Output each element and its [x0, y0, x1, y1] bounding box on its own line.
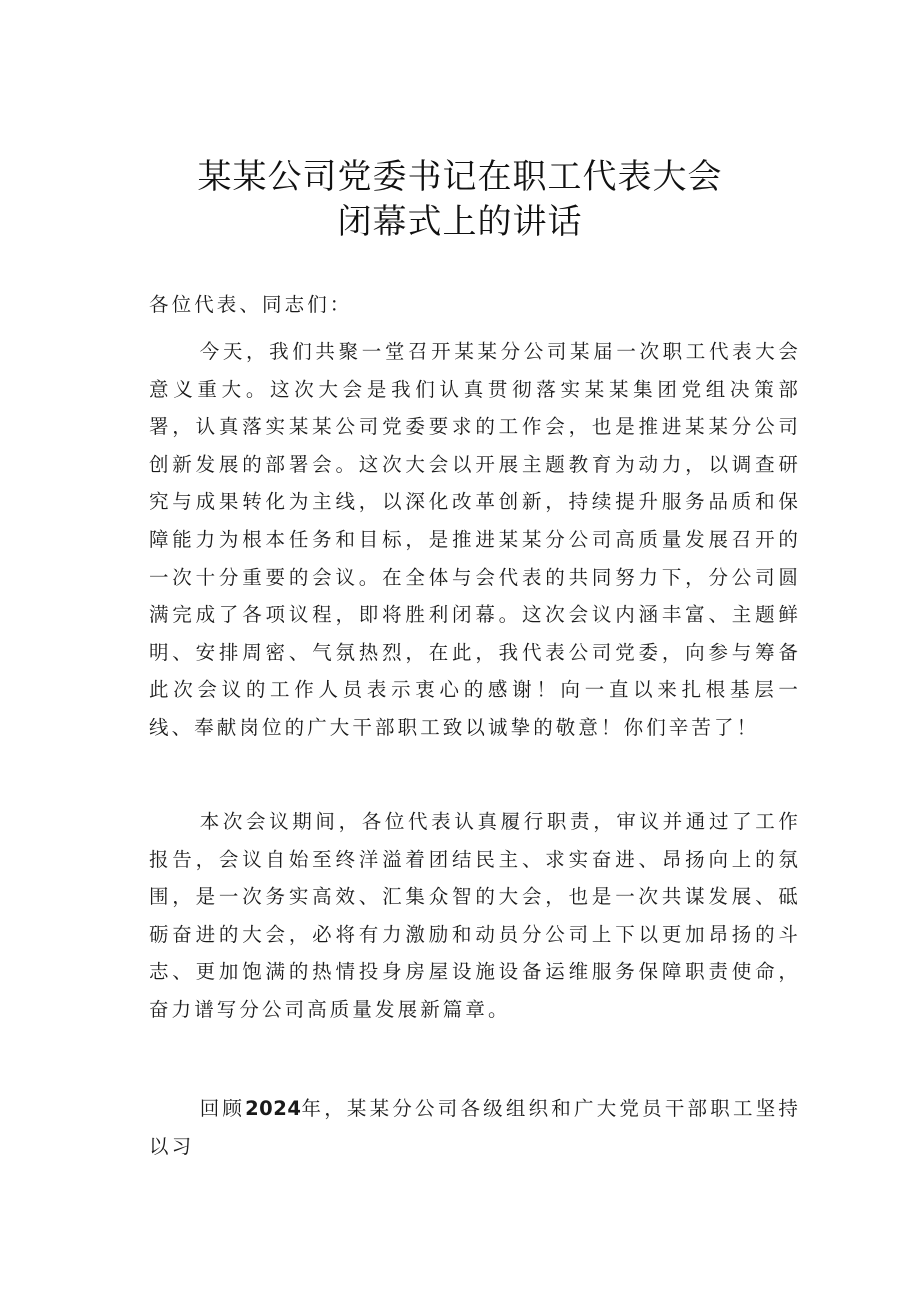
- document-title-line-2: 闭幕式上的讲话: [337, 202, 583, 242]
- paragraph-1: 今天，我们共聚一堂召开某某分公司某届一次职工代表大会意义重大。这次大会是我们认真贯彻落实某某集团党组决策部署，认真落实某某公司党委要求的工作会，也是推进某某分公司创新发展的部署会。这次大会以开展主题教育为动力，以调查研究与成果转化为主线，以深化改革创新，持续提升服务品质和保障能力为根本任务和目标，是推进某某分公司高质量发展召开的一次十分重要的会议。在全体与会代表的共同努力下，分公司圆满完成了各项议程，即将胜利闭幕。这次会议内涵丰富、主题鲜明、安排周密、气氛热烈，在此，我代表公司党委，向参与筹备此次会议的工作人员表示衷心的感谢！向一直以来扎根基层一线、奉献岗位的广大干部职工致以诚挚的敬意！你们辛苦了！: [149, 340, 801, 739]
- paragraph-3-year: 2024: [245, 1097, 302, 1120]
- salutation: 各位代表、同志们：: [149, 293, 353, 316]
- paragraph-3: [149, 1090, 801, 1165]
- paragraph-2: 本次会议期间，各位代表认真履行职责，审议并通过了工作报告，会议自始至终洋溢着团结民主、求实奋进、昂扬向上的氛围，是一次务实高效、汇集众智的大会，也是一次共谋发展、砥砺奋进的大会，必将有力激励和动员分公司上下以更加昂扬的斗志、更加饱满的热情投身房屋设施设备运维服务保障职责使命，奋力谱写分公司高质量发展新篇章。: [149, 810, 801, 1021]
- paragraph-3-prefix: 回顾: [199, 1097, 246, 1120]
- document-title-line-1: 某某公司党委书记在职工代表大会: [197, 157, 723, 197]
- paragraph-3-text: 年，某某分公司各级组织和广大党员干部职工坚持以习: [149, 1097, 801, 1158]
